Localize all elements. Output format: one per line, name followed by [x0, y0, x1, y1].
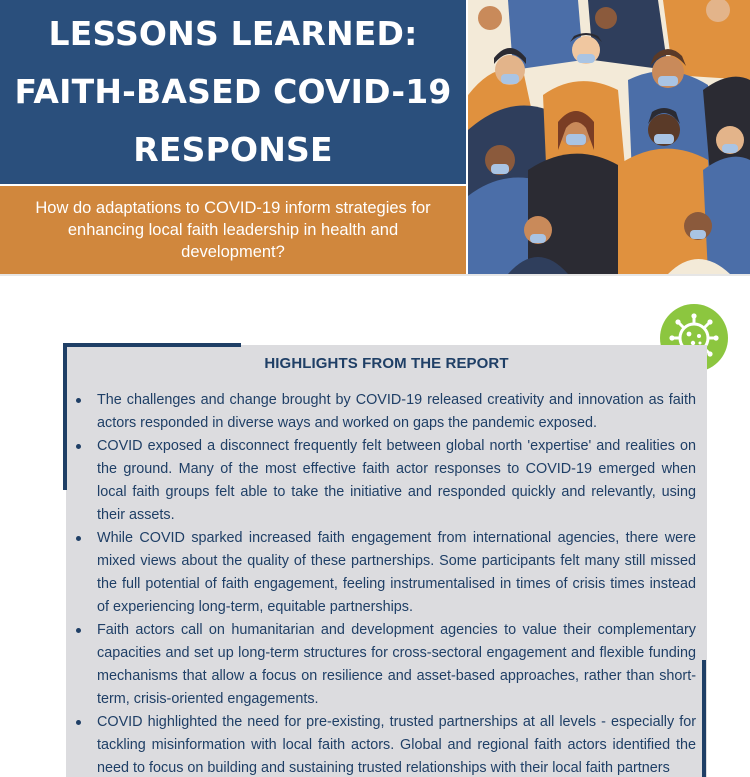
- panel-accent-right: [702, 660, 706, 777]
- list-item: COVID exposed a disconnect frequently felt between global north 'expertise' and realities on the ground. Many of the most effective faith actor responses to COVID-19 emerged when local faith groups felt able to take the initiative and responded quickly and relevantly, using their assets.: [74, 435, 696, 527]
- masked-crowd-illustration: [468, 0, 750, 274]
- title-line-3: RESPONSE: [133, 130, 333, 169]
- list-item: While COVID sparked increased faith engagement from international agencies, there were mixed views about the quality of these partnerships. Some participants felt many still missed the full potential of faith engagement, feeling instrumentalised in times of crisis times instead of experiencing long-term, equitable partnerships.: [74, 527, 696, 619]
- question-text: How do adaptations to COVID-19 inform strategies for enhancing local faith leadership in health and development?: [35, 199, 431, 261]
- divider-line: [0, 274, 750, 276]
- title-line-1: LESSONS LEARNED:: [48, 14, 418, 53]
- highlights-heading: HIGHLIGHTS FROM THE REPORT: [264, 355, 509, 372]
- title-banner: [0, 0, 466, 184]
- question-banner: [0, 186, 466, 274]
- crowd-graphic: [468, 0, 750, 274]
- title-line-2: FAITH-BASED COVID-19: [14, 72, 452, 111]
- highlights-list: [74, 389, 696, 777]
- list-item: Faith actors call on humanitarian and development agencies to value their complementary capacities and set up long-term structures for cross-sectoral engagement and flexible funding mechanisms that allow a focus on resilience and asset-based approaches, rather than short-term, crisis-oriented engagements.: [74, 619, 696, 711]
- list-item: The challenges and change brought by COVID-19 released creativity and innovation as faith actors responded in diverse ways and worked on gaps the pandemic exposed.: [74, 389, 696, 435]
- panel-accent-top: [63, 343, 241, 347]
- list-item: COVID highlighted the need for pre-existing, trusted partnerships at all levels - especially for tackling misinformation with local faith actors. Global and regional faith actors identified the need to focus on building and sustaining trusted relationships with their local faith partners: [74, 711, 696, 777]
